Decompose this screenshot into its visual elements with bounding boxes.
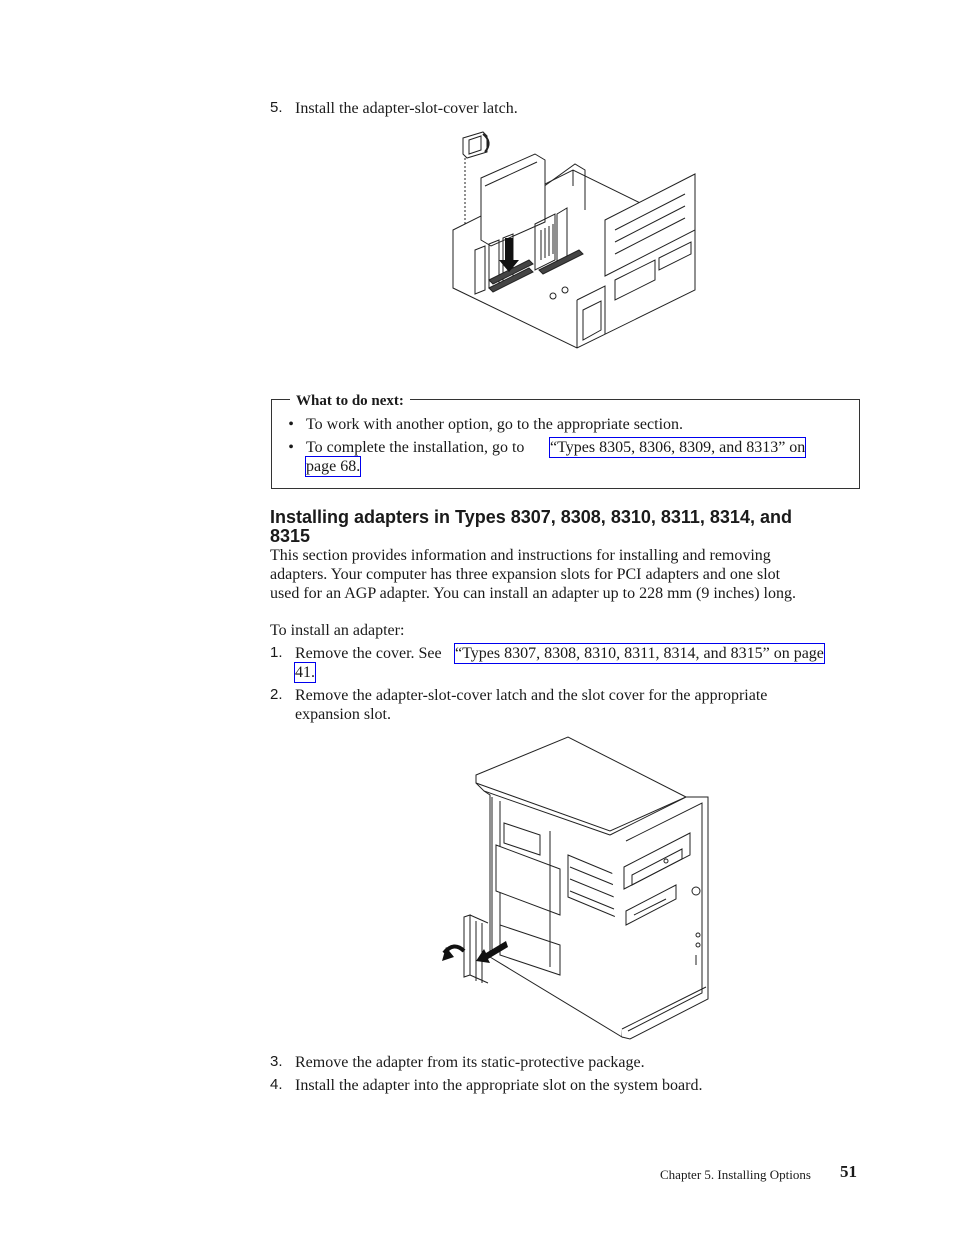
section-heading: Installing adapters in Types 8307, 8308, 8310, 8311, 8314, and xyxy=(270,507,792,527)
page-number: 51 xyxy=(840,1162,857,1181)
paragraph-line: used for an AGP adapter. You can install an adapter up to 228 mm (9 inches) long. xyxy=(270,585,796,602)
adapter-latch-illustration xyxy=(445,130,700,350)
xref-types-8307-link[interactable]: “Types 8307, 8308, 8310, 8311, 8314, and 8315” on page xyxy=(455,645,824,662)
section-heading-cont: 8315 xyxy=(270,526,311,546)
footer-chapter: Chapter 5. Installing Options xyxy=(660,1167,811,1182)
step-4-text: Install the adapter into the appropriate slot on the system board. xyxy=(295,1077,703,1094)
step-3-number: 3. xyxy=(270,1053,283,1070)
xref-page-41-link[interactable]: 41. xyxy=(295,664,315,681)
step-1-text: Remove the cover. See xyxy=(295,645,442,662)
step-5-number: 5. xyxy=(270,99,283,116)
xref-page-68-link[interactable]: page 68. xyxy=(306,458,361,475)
step-2-text: Remove the adapter-slot-cover latch and the slot cover for the appropriate xyxy=(295,687,768,704)
next-item-2-prefix: To complete the installation, go to xyxy=(306,439,525,456)
xref-types-8305-link[interactable]: “Types 8305, 8306, 8309, and 8313” on xyxy=(550,439,806,456)
step-2-number: 2. xyxy=(270,686,283,703)
paragraph-line: adapters. Your computer has three expansion slots for PCI adapters and one slot xyxy=(270,566,781,583)
bullet: • xyxy=(288,439,294,456)
intro-text: To install an adapter: xyxy=(270,622,405,639)
what-to-do-next-title: What to do next: xyxy=(290,392,410,411)
step-2-text-cont: expansion slot. xyxy=(295,706,391,723)
step-1-number: 1. xyxy=(270,644,283,661)
step-4-number: 4. xyxy=(270,1076,283,1093)
step-3-text: Remove the adapter from its static-protective package. xyxy=(295,1054,645,1071)
paragraph-line: This section provides information and instructions for installing and removing xyxy=(270,547,771,564)
tower-slot-cover-illustration xyxy=(440,735,715,1040)
next-item-1: To work with another option, go to the appropriate section. xyxy=(306,416,684,433)
step-5-text: Install the adapter-slot-cover latch. xyxy=(295,100,518,117)
bullet: • xyxy=(288,416,294,433)
